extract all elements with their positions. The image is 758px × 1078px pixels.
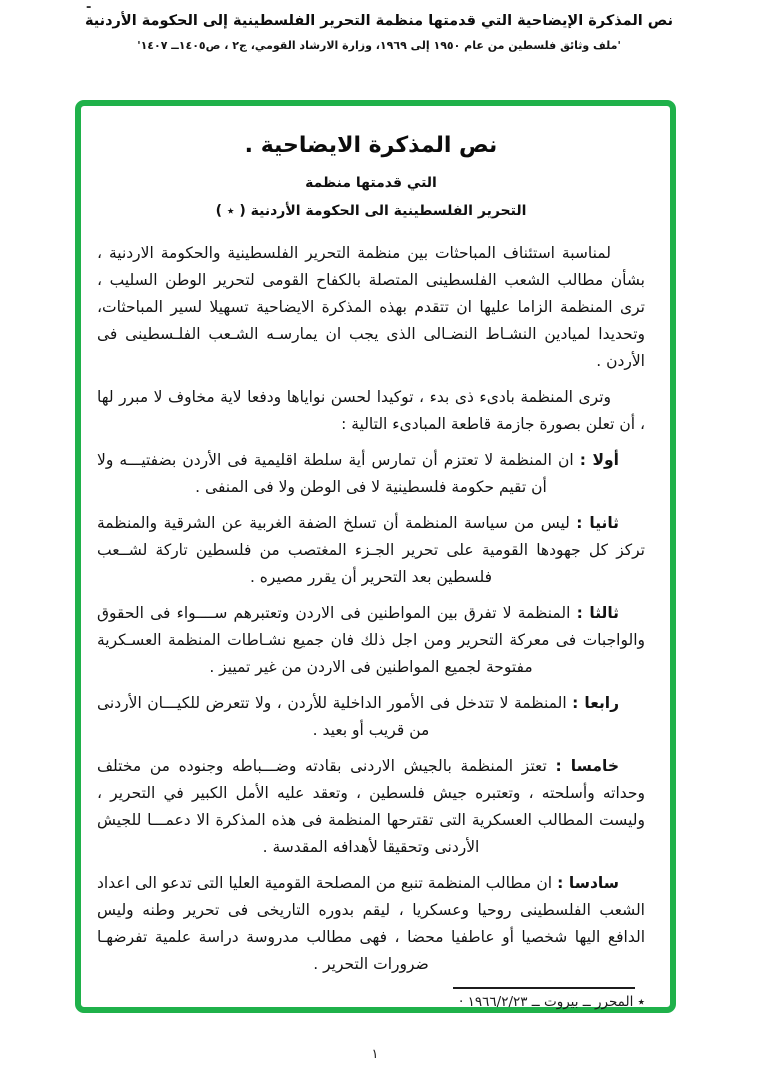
item-text: تعتز المنظمة بالجيش الاردنى بقادته وضـــباطه وجنوده من مختلف وحداته وأسلحته ، وتعتبره جيش فلسطين ، وتعقد عليه الأمل الكبير في التحرير ، وليست المطالب العسكرية التى تقترحها المنظمة فى هذه المذكرة الا دعمـــا للجيش الأردنى وتحقيقا لأهدافه المقدسة . (97, 757, 645, 856)
item-label: رابعا : (572, 694, 619, 712)
list-item-sixth (97, 870, 645, 978)
item-text: المنظمة لا تتدخل فى الأمور الداخلية للأردن ، ولا تتعرض للكيـــان الأردنى من قريب أو بعيد . (97, 694, 573, 739)
list-item-third (97, 600, 645, 681)
item-label: سادسا : (557, 874, 619, 892)
document-subtitle-line1: التي قدمتها منظمة (305, 175, 437, 191)
footnote: ٭ المحرر ــ بيروت ــ ١٩٦٦/٢/٢٣ · (459, 994, 645, 1010)
item-text: ان المنظمة لا تعتزم أن تمارس أية سلطة اقليمية فى الأردن بضفتيـــه ولا أن تقيم حكومة فلسطينية لا فى الوطن ولا فى المنفى . (97, 451, 580, 496)
item-label: ثانيا : (576, 514, 619, 532)
header-title: نص المذكرة الإيضاحية التي قدمتها منظمة التحرير الفلسطينية إلى الحكومة الأردنية (84, 13, 674, 29)
item-label: ثالثا : (576, 604, 620, 622)
list-item-fourth (97, 690, 645, 744)
list-item-second (97, 510, 645, 591)
list-item-fifth (97, 753, 645, 861)
document-green-frame (75, 100, 676, 1013)
item-text: المنظمة لا تفرق بين المواطنين فى الاردن وتعتبرهم ســــواء فى الحقوق والواجبات فى معركة التحرير ومن اجل ذلك فان جميع نشـاطات المنظمة العسـكرية مفتوحة لجميع المواطنين فى الاردن من غير تمييز . (97, 604, 645, 676)
list-item-first (97, 447, 645, 501)
item-text: ان مطالب المنظمة تنبع من المصلحة القومية العليا التى تدعو الى اعداد الشعب الفلسطينى روحيا وعسكريا ، ليقم بدوره التاريخى فى تحرير وطنه وليس الدافع اليها شخصيا أو عاطفيا محضا ، فهى مطالب مدروسة دراسة علمية تفرضهـا ضرورات التحرير . (97, 874, 645, 973)
item-text: ليس من سياسة المنظمة أن تسلخ الضفة الغربية عن الشرقية والمنظمة تركز كل جهودها القومية على تحرير الجـزء المغتصب من فلسطين تاركة لشــعب فلسطين بعد التحرير أن يقرر مصيره . (97, 514, 645, 586)
scan-artifact-dash: - (86, 0, 92, 15)
header-source-citation: 'ملف وثائق فلسطين من عام ١٩٥٠ إلى ١٩٦٩، وزارة الارشاد القومي، ج٢ ، ص١٤٠٥ــ ١٤٠٧' (137, 39, 621, 52)
paragraph-declaration: وترى المنظمة بادىء ذى بدء ، توكيدا لحسن نواياها ودفعا لاية مخاوف لا مبرر لها ، أن تعلن بصورة جازمة قاطعة المبادىء التالية : (97, 388, 645, 433)
page-header (0, 13, 758, 52)
document-body (97, 240, 645, 1016)
paragraph-intro: لمناسبة استئناف المباحثات بين منظمة التحرير الفلسطينية والحكومة الاردنية ، بشأن مطالب الشعب الفلسطينى المتصلة بالكفاح القومى لتحرير الوطن السليب ، ترى المنظمة الزاما عليها ان تتقدم بهذه المذكرة الايضاحية تسهيلا لسير المباحثات، وتحديدا لميادين النشـاط النضـالى الذى يجب ان يمارسـه الشـعب الفلـسطينى فى الأردن . (97, 244, 645, 370)
item-label: خامسا : (555, 757, 619, 775)
page-number: ١ (371, 1047, 379, 1062)
document-subtitle-line2: التحرير الفلسطينية الى الحكومة الأردنية ( ٭ ) (215, 203, 527, 219)
item-label: أولا : (579, 451, 619, 469)
document-title: نص المذكرة الايضاحية . (244, 133, 498, 158)
